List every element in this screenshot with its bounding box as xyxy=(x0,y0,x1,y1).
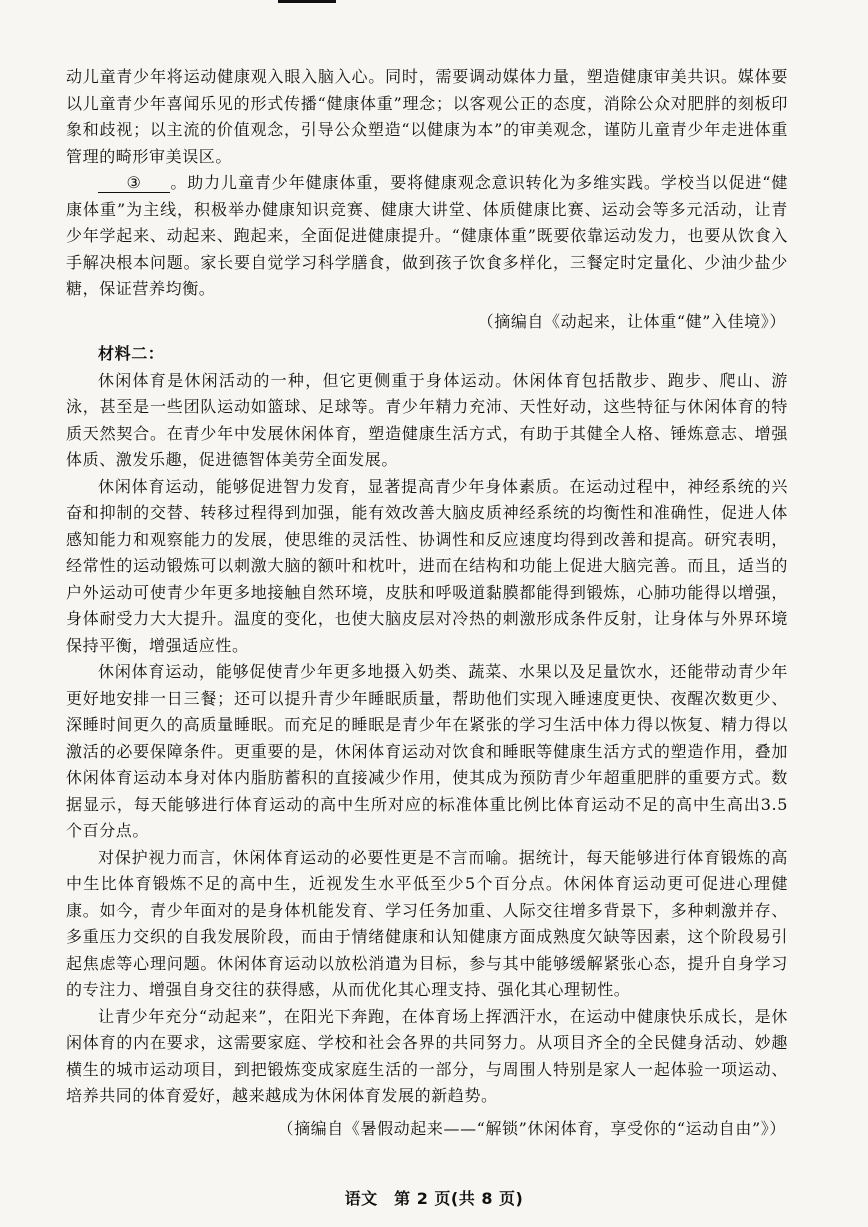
page-body xyxy=(66,64,788,1146)
source-citation-1: （摘编自《动起来，让体重“健”入佳境》） xyxy=(477,311,786,331)
top-edge-mark xyxy=(278,0,336,3)
paragraph-with-blank xyxy=(66,170,788,303)
blank-marker: ③ xyxy=(126,173,142,192)
material-2-paragraph: 休闲体育运动，能够促使青少年更多地摄入奶类、蔬菜、水果以及足量饮水，还能带动青少年更好地安排一日三餐；还可以提升青少年睡眠质量，帮助他们实现入睡速度更快、夜醒次数更少、深睡时间更久的高质量睡眠。而充足的睡眠是青少年在紧张的学习生活中体力得以恢复、精力得以激活的必要保障条件。更重要的是，休闲体育运动对饮食和睡眠等健康生活方式的塑造作用，叠加休闲体育运动本身对体内脂肪蓄积的直接减少作用，使其成为预防青少年超重肥胖的重要方式。数据显示，每天能够进行体育运动的高中生所对应的标准体重比例比体育运动不足的高中生高出3.5个百分点。 xyxy=(66,662,788,840)
material-2-paragraph: 休闲体育运动，能够促进智力发育，显著提高青少年身体素质。在运动过程中，神经系统的兴奋和抑制的交替、转移过程得到加强，能有效改善大脑皮质神经系统的均衡性和准确性，促进人体感知能力和观察能力的发展，使思维的灵活性、协调性和反应速度均得到改善和提高。研究表明，经常性的运动锻炼可以刺激大脑的额叶和枕叶，进而在结构和功能上促进大脑完善。而且，适当的户外运动可使青少年更多地接触自然环境，皮肤和呼吸道黏膜都能得到锻炼，心肺功能得以增强，身体耐受力大大提升。温度的变化，也使大脑皮层对冷热的刺激形成条件反射，让身体与外界环境保持平衡，增强适应性。 xyxy=(66,476,788,655)
page-footer: 语文 第 2 页(共 8 页) xyxy=(344,1189,524,1208)
paragraph-continued: 动儿童青少年将运动健康观入眼入脑入心。同时，需要调动媒体力量，塑造健康审美共识。媒体要以儿童青少年喜闻乐见的形式传播“健康体重”理念；以客观公正的态度，消除公众对肥胖的刻板印象和歧视；以主流的价值观念，引导公众塑造“以健康为本”的审美观念，谨防儿童青少年走进体重管理的畸形审美误区。 xyxy=(66,67,788,166)
material-2-paragraph: 让青少年充分“动起来”，在阳光下奔跑，在体育场上挥洒汗水，在运动中健康快乐成长，是休闲体育的内在要求，这需要家庭、学校和社会各界的共同努力。从项目齐全的全民健身活动、妙趣横生的城市运动项目，到把锻炼变成家庭生活的一部分，与周围人特别是家人一起体验一项运动、培养共同的体育爱好，越来越成为休闲体育发展的新趋势。 xyxy=(66,1006,788,1105)
source-citation-2: （摘编自《暑假动起来——“解锁”休闲体育，享受你的“运动自由”》） xyxy=(277,1118,786,1138)
fill-in-blank xyxy=(98,174,170,193)
paragraph-blank-rest: 。助力儿童青少年健康体重，要将健康观念意识转化为多维实践。学校当以促进“健康体重”为主线，积极举办健康知识竞赛、健康大讲堂、体质健康比赛、运动会等多元活动，让青少年学起来、动起来、跑起来，全面促进健康提升。“健康体重”既要依靠运动发力，也要从饮食入手解决根本问题。家长要自觉学习科学膳食，做到孩子饮食多样化，三餐定时定量化、少油少盐少糖，保证营养均衡。 xyxy=(66,173,788,298)
material-2-heading: 材料二： xyxy=(98,344,165,363)
material-2-paragraph: 休闲体育是休闲活动的一种，但它更侧重于身体运动。休闲体育包括散步、跑步、爬山、游泳，甚至是一些团队运动如篮球、足球等。青少年精力充沛、天性好动，这些特征与休闲体育的特质天然契合。在青少年中发展休闲体育，塑造健康生活方式，有助于其健全人格、锤炼意志、增强体质、激发乐趣，促进德智体美劳全面发展。 xyxy=(66,370,788,469)
material-2-paragraph: 对保护视力而言，休闲体育运动的必要性更是不言而喻。据统计，每天能够进行体育锻炼的高中生比体育锻炼不足的高中生，近视发生水平低至少5个百分点。休闲体育运动更可促进心理健康。如今，青少年面对的是身体机能发育、学习任务加重、人际交往增多背景下，多种刺激并存、多重压力交织的自我发展阶段，而由于情绪健康和认知健康方面成熟度欠缺等因素，这个阶段易引起焦虑等心理问题。休闲体育运动以放松消遣为目标，参与其中能够缓解紧张心态，提升自身学习的专注力、增强自身交往的获得感，从而优化其心理支持、强化其心理韧性。 xyxy=(66,847,788,999)
